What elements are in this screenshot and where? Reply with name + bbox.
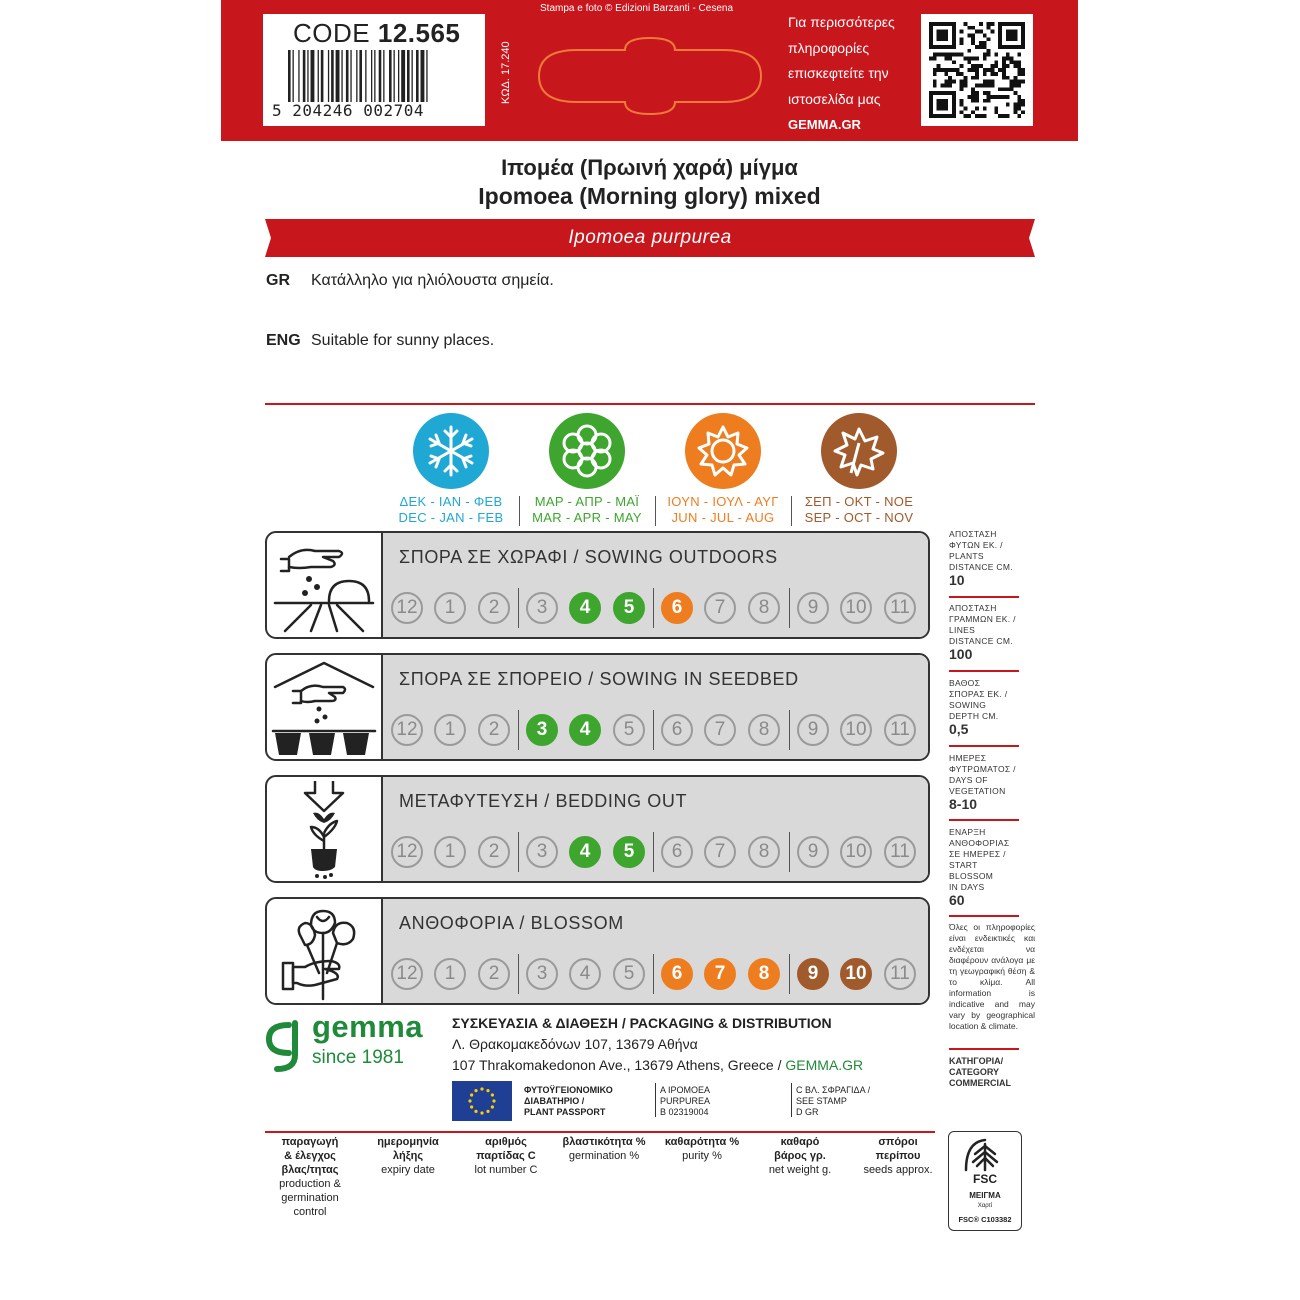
- lang-code-gr: GR: [266, 272, 290, 289]
- month-4: 4: [569, 958, 601, 990]
- month-8: 8: [748, 714, 780, 746]
- divider: [265, 403, 1035, 405]
- month-1: 1: [434, 958, 466, 990]
- title-english: Ipomoea (Morning glory) mixed: [478, 183, 821, 209]
- footer-divider: [265, 1131, 935, 1133]
- spec-sowing-depth: ΒΑΘΟΣ ΣΠΟΡΑΣ ΕΚ. / SOWING DEPTH CM. 0,5: [949, 678, 1019, 735]
- month-9: 9: [797, 836, 829, 868]
- season-autumn-label: ΣΕΠ - ΟΚΤ - ΝΟΕ SEP - OCT - NOV: [804, 494, 914, 525]
- passport-separator: [655, 1083, 656, 1117]
- spec-vegetation-days: ΗΜΕΡΕΣ ΦΥΤΡΩΜΑΤΟΣ / DAYS OF VEGETATION 8-10: [949, 753, 1019, 810]
- spec-value: 10: [949, 572, 965, 588]
- season-winter-label: ΔΕΚ - ΙΑΝ - ΦΕΒ DEC - JAN - FEB: [398, 494, 504, 525]
- season-divider: [789, 710, 790, 750]
- fsc-mix: ΜΕΙΓΜΑ: [969, 1191, 1001, 1200]
- season-divider: [518, 710, 519, 750]
- spec-value: 0,5: [949, 721, 969, 737]
- row-title: ΑΝΘΟΦΟΡΙΑ / BLOSSOM: [399, 913, 624, 933]
- snowflake-icon: [413, 413, 489, 489]
- month-3: 3: [526, 836, 558, 868]
- spec-value: 100: [949, 646, 973, 662]
- barcode-digits: 5 204246 002704: [272, 101, 424, 120]
- month-8: 8: [748, 592, 780, 624]
- month-2: 2: [478, 836, 510, 868]
- footer-website-link[interactable]: GEMMA.GR: [785, 1057, 864, 1073]
- season-divider: [789, 954, 790, 994]
- spec-blossom-days: ΕΝΑΡΞΗ ΑΝΘΟΦΟΡΙΑΣ ΣΕ ΗΜΕΡΕΣ / START BLOSSOM IN DAYS 60: [949, 827, 1019, 906]
- footer-column: βλαστικότητα % germination %: [562, 1136, 646, 1162]
- month-3: 3: [526, 592, 558, 624]
- row-title: ΣΠΟΡΑ ΣΕ ΣΠΟΡΕΙΟ / SOWING IN SEEDBED: [399, 669, 799, 689]
- brand-name: gemma: [312, 1009, 424, 1044]
- hang-hole-icon: [537, 36, 763, 116]
- month-10: 10: [840, 592, 872, 624]
- row-panel: [381, 655, 928, 759]
- month-11: 11: [884, 592, 916, 624]
- bedding-out-icon: [271, 781, 377, 879]
- seedbed-icon: [271, 659, 377, 757]
- month-7: 7: [704, 592, 736, 624]
- fsc-word: FSC: [973, 1172, 997, 1186]
- month-6: 6: [661, 592, 693, 624]
- month-7: 7: [704, 836, 736, 868]
- month-5: 5: [613, 714, 645, 746]
- row-blossom: [265, 897, 930, 1005]
- sun-icon: [685, 413, 761, 489]
- website-link[interactable]: GEMMA.GR: [788, 117, 861, 132]
- footer-column: παραγωγή & έλεγχος βλας/τητας production & germination control: [279, 1136, 341, 1218]
- month-5: 5: [613, 836, 645, 868]
- latin-name: Ipomoea purpurea: [568, 227, 732, 248]
- month-9: 9: [797, 592, 829, 624]
- month-11: 11: [884, 958, 916, 990]
- season-divider: [653, 588, 654, 628]
- month-11: 11: [884, 714, 916, 746]
- month-3: 3: [526, 958, 558, 990]
- season-spring-label: ΜΑΡ - ΑΠΡ - ΜΑΪ MAR - APR - MAY: [532, 494, 642, 525]
- month-6: 6: [661, 836, 693, 868]
- month-12: 12: [391, 836, 423, 868]
- spec-divider: [949, 819, 1019, 821]
- fsc-tree-icon: [960, 1136, 1010, 1172]
- internal-code: ΚΩΔ. 17.240: [500, 41, 512, 104]
- qr-code-icon[interactable]: [929, 22, 1025, 118]
- month-7: 7: [704, 714, 736, 746]
- plant-passport-title: ΦΥΤΟΫΓΕΙΟΝΟΜΙΚΟ ΔΙΑΒΑΤΗΡΙΟ / PLANT PASSPORT: [524, 1085, 613, 1117]
- leaf-icon: [821, 413, 897, 489]
- more-info-text: Για περισσότερες πληροφορίες επισκεφτείτε την ιστοσελίδα μας GEMMA.GR: [788, 10, 895, 138]
- description-gr: Κατάλληλο για ηλιόλουστα σημεία.: [311, 272, 554, 289]
- footer-column: καθαρότητα % purity %: [664, 1136, 740, 1162]
- gemma-logo-icon: [263, 1017, 303, 1073]
- month-8: 8: [748, 836, 780, 868]
- month-12: 12: [391, 714, 423, 746]
- spec-line-distance: ΑΠΟΣΤΑΣΗ ΓΡΑΜΜΩΝ ΕΚ. / LINES DISTANCE CM. 100: [949, 603, 1019, 660]
- row-sowing-seedbed: [265, 653, 930, 761]
- season-divider: [789, 588, 790, 628]
- category-label: ΚΑΤΗΓΟΡΙΑ/ CATEGORY COMMERCIAL: [949, 1056, 1011, 1088]
- spec-divider: [949, 596, 1019, 598]
- eu-flag-icon: [452, 1081, 512, 1121]
- spec-plant-distance: ΑΠΟΣΤΑΣΗ ΦΥΤΩΝ ΕΚ. / PLANTS DISTANCE CM. 10: [949, 529, 1019, 586]
- month-9: 9: [797, 958, 829, 990]
- spec-divider: [949, 745, 1019, 747]
- barcode-icon: [288, 50, 468, 102]
- lang-code-en: ENG: [266, 332, 301, 349]
- row-title: ΜΕΤΑΦΥΤΕΥΣΗ / BEDDING OUT: [399, 791, 688, 811]
- season-divider: [653, 832, 654, 872]
- month-4: 4: [569, 836, 601, 868]
- row-title: ΣΠΟΡΑ ΣΕ ΧΩΡΑΦΙ / SOWING OUTDOORS: [399, 547, 778, 567]
- fsc-code: FSC® C103382: [958, 1215, 1012, 1224]
- month-5: 5: [613, 958, 645, 990]
- flower-icon: [549, 413, 625, 489]
- season-divider: [518, 588, 519, 628]
- title-greek: Ιπομέα (Πρωινή χαρά) μίγμα: [501, 155, 798, 180]
- blossom-icon: [271, 903, 377, 1001]
- month-12: 12: [391, 958, 423, 990]
- footer-column: αριθμός παρτίδας C lot number C: [474, 1136, 538, 1176]
- spec-value: 60: [949, 892, 965, 908]
- address-en: 107 Thrakomakedonon Ave., 13679 Athens, Greece / GEMMA.GR: [452, 1057, 864, 1073]
- month-6: 6: [661, 714, 693, 746]
- footer-column: ημερομηνία λήξης expiry date: [377, 1136, 439, 1176]
- month-11: 11: [884, 836, 916, 868]
- season-summer-label: ΙΟΥΝ - ΙΟΥΛ - ΑΥΓ JUN - JUL - AUG: [667, 494, 779, 525]
- month-7: 7: [704, 958, 736, 990]
- month-10: 10: [840, 714, 872, 746]
- month-9: 9: [797, 714, 829, 746]
- sowing-outdoors-icon: [271, 537, 377, 635]
- spec-divider: [949, 670, 1019, 672]
- month-2: 2: [478, 592, 510, 624]
- description-en: Suitable for sunny places.: [311, 332, 495, 349]
- product-code: CODE 12.565: [293, 18, 461, 48]
- month-12: 12: [391, 592, 423, 624]
- month-2: 2: [478, 958, 510, 990]
- month-10: 10: [840, 836, 872, 868]
- month-1: 1: [434, 592, 466, 624]
- print-credit: Stampa e foto © Edizioni Barzanti - Cesena: [540, 3, 734, 14]
- season-divider: [789, 832, 790, 872]
- brand-since: since 1981: [312, 1047, 404, 1068]
- fsc-paper: Χαρτί: [977, 1203, 993, 1209]
- footer-column: καθαρό βάρος γρ. net weight g.: [768, 1136, 832, 1176]
- month-1: 1: [434, 714, 466, 746]
- plant-passport-ab: A IPOMOEA PURPUREA B 02319004: [660, 1085, 711, 1117]
- month-4: 4: [569, 592, 601, 624]
- month-8: 8: [748, 958, 780, 990]
- month-4: 4: [569, 714, 601, 746]
- spec-value: 8-10: [949, 796, 978, 812]
- month-5: 5: [613, 592, 645, 624]
- disclaimer: Όλες οι πληροφορίες είναι ενδεικτικές και ενδέχεται να διαφέρουν ανάλογα με τη γεωγραφική θέση & το κλίμα. All information is indicative and may vary by geographical location & climate.: [949, 922, 1035, 1031]
- row-panel: [381, 533, 928, 637]
- month-6: 6: [661, 958, 693, 990]
- season-divider: [653, 954, 654, 994]
- passport-separator: [791, 1083, 792, 1117]
- row-sowing-outdoors: [265, 531, 930, 639]
- row-panel: [381, 899, 928, 1003]
- footer-column: σπόροι περίπου seeds approx.: [863, 1136, 933, 1176]
- season-divider: [518, 954, 519, 994]
- month-10: 10: [840, 958, 872, 990]
- month-2: 2: [478, 714, 510, 746]
- spec-divider: [949, 915, 1019, 917]
- season-divider: [653, 710, 654, 750]
- packaging-title: ΣΥΣΚΕΥΑΣΙΑ & ΔΙΑΘΕΣΗ / PACKAGING & DISTRIBUTION: [452, 1015, 832, 1031]
- plant-passport-cd: C ΒΛ. ΣΦΡΑΓΙΔΑ / SEE STAMP D GR: [796, 1085, 871, 1117]
- season-divider: [518, 832, 519, 872]
- row-panel: [381, 777, 928, 881]
- spec-divider: [949, 1048, 1019, 1050]
- row-bedding-out: [265, 775, 930, 883]
- address-gr: Λ. Θρακομακεδόνων 107, 13679 Αθήνα: [452, 1036, 698, 1052]
- month-3: 3: [526, 714, 558, 746]
- month-1: 1: [434, 836, 466, 868]
